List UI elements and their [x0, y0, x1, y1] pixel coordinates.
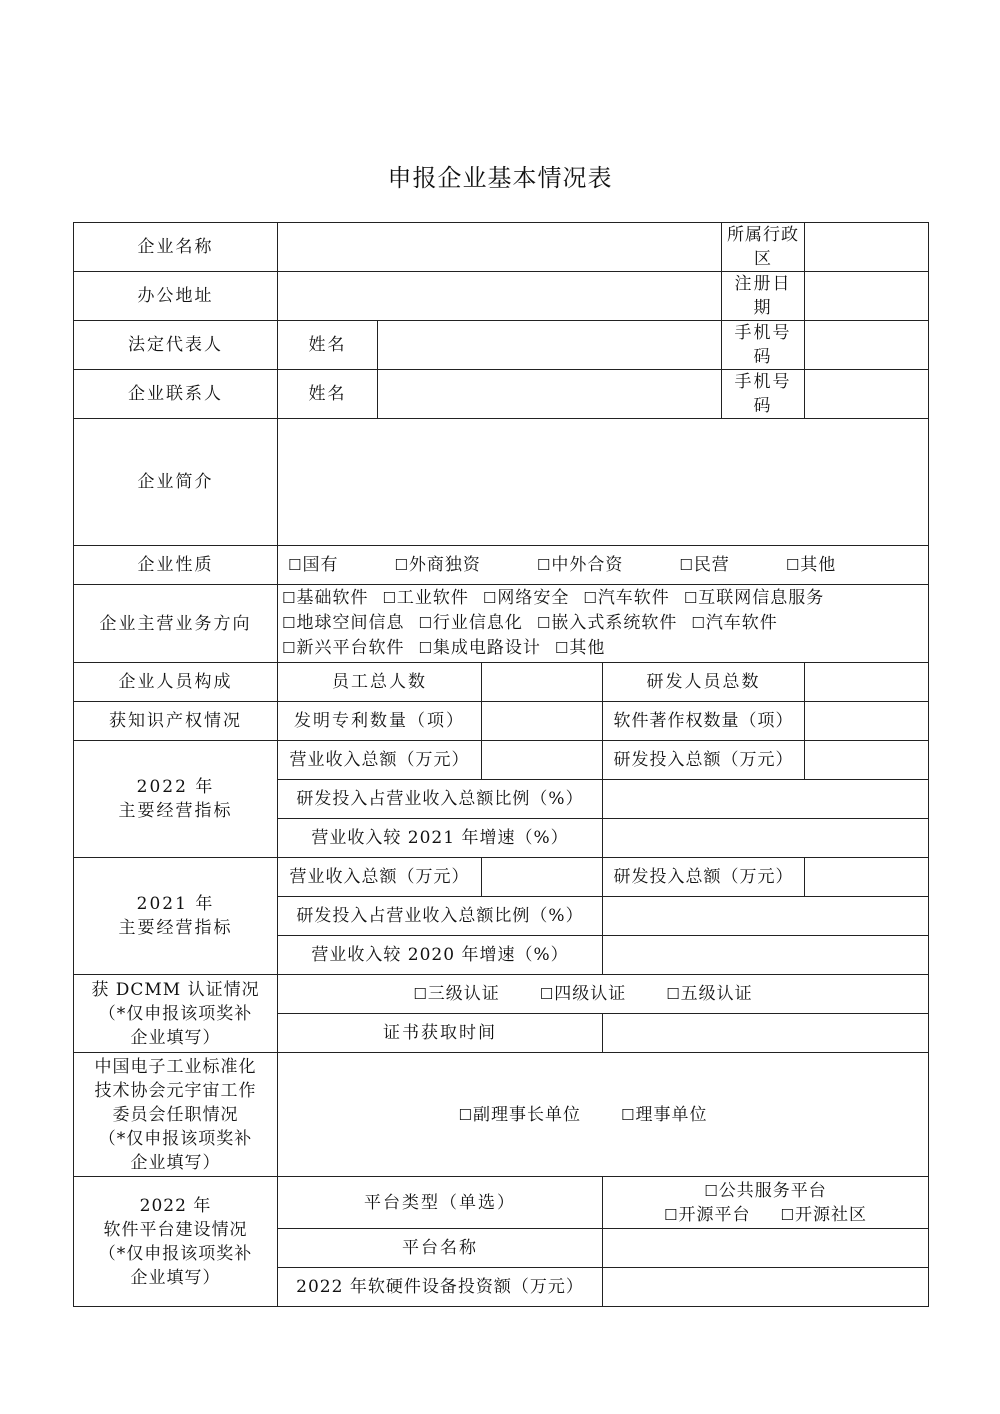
ops2021-rd-label: 研发投入总额（万元）	[603, 858, 805, 897]
ops2022-ratio-label: 研发投入占营业收入总额比例（%）	[278, 780, 603, 819]
register-date-label: 注册日期	[722, 272, 805, 321]
checkbox-icon: ☐	[382, 589, 397, 607]
ops2022-rd-field[interactable]	[805, 741, 929, 780]
row-staff	[74, 663, 929, 702]
patent-field[interactable]	[482, 702, 603, 741]
copyright-field[interactable]	[805, 702, 929, 741]
platform-invest-label: 2022 年软硬件设备投资额（万元）	[278, 1268, 603, 1307]
business-option[interactable]: ☐集成电路设计	[418, 638, 541, 658]
checkbox-icon: ☐	[539, 985, 555, 1003]
ops2022-title: 主要经营指标	[118, 801, 233, 821]
checkbox-icon: ☐	[704, 1181, 719, 1200]
ops2021-label	[74, 858, 278, 975]
metaverse-option-council[interactable]: ☐理事单位	[621, 1104, 708, 1125]
ops2022-rd-label: 研发投入总额（万元）	[603, 741, 805, 780]
row-intro	[74, 419, 929, 546]
patent-label: 发明专利数量（项）	[278, 702, 482, 741]
ops2022-growth-label: 营业收入较 2021 年增速（%）	[278, 819, 603, 858]
checkbox-icon: ☐	[554, 639, 570, 657]
checkbox-icon: ☐	[785, 555, 801, 574]
company-name-label: 企业名称	[74, 223, 278, 272]
checkbox-icon: ☐	[664, 1205, 679, 1224]
dcmm-options	[278, 975, 929, 1014]
staff-label: 企业人员构成	[74, 663, 278, 702]
row-dcmm-level	[74, 975, 929, 1014]
row-legal-rep	[74, 321, 929, 370]
staff-total-label: 员工总人数	[278, 663, 482, 702]
ops2022-growth-field[interactable]	[603, 819, 929, 858]
business-option[interactable]: ☐基础软件	[282, 588, 369, 608]
checkbox-icon: ☐	[536, 614, 552, 632]
platform-label: 2022 年 软件平台建设情况 （*仅申报该项奖补 企业填写）	[74, 1177, 278, 1307]
business-label: 企业主营业务方向	[74, 585, 278, 663]
cert-time-field[interactable]	[603, 1014, 929, 1053]
cert-time-label: 证书获取时间	[278, 1014, 603, 1053]
nature-option-other[interactable]: ☐其他	[785, 554, 837, 575]
nature-option-foreign[interactable]: ☐外商独资	[394, 554, 481, 575]
business-option[interactable]: ☐汽车软件	[583, 588, 670, 608]
business-option[interactable]: ☐嵌入式系统软件	[536, 613, 678, 633]
district-label: 所属行政区	[722, 223, 805, 272]
checkbox-icon: ☐	[536, 555, 552, 574]
ops2022-label	[74, 741, 278, 858]
ops2021-growth-field[interactable]	[603, 936, 929, 975]
row-platform-type	[74, 1177, 929, 1229]
ops2021-revenue-field[interactable]	[482, 858, 603, 897]
checkbox-icon: ☐	[621, 1105, 636, 1124]
legal-rep-name-label: 姓名	[278, 321, 378, 370]
metaverse-option-vice-chair[interactable]: ☐副理事长单位	[458, 1104, 581, 1125]
metaverse-label: 中国电子工业标准化 技术协会元宇宙工作 委员会任职情况 （*仅申报该项奖补 企业填写）	[74, 1053, 278, 1177]
company-name-field[interactable]	[278, 223, 722, 272]
row-contact	[74, 370, 929, 419]
ops2021-year: 2021 年	[136, 894, 215, 914]
dcmm-option-level4[interactable]: ☐四级认证	[539, 984, 627, 1004]
business-option[interactable]: ☐汽车软件	[691, 613, 778, 633]
checkbox-icon: ☐	[394, 555, 409, 574]
business-option[interactable]: ☐网络安全	[482, 588, 570, 608]
checkbox-icon: ☐	[458, 1105, 473, 1124]
application-form-table	[73, 222, 929, 1307]
platform-invest-field[interactable]	[603, 1268, 929, 1307]
platform-type-label: 平台类型（单选）	[278, 1177, 603, 1229]
ops2022-revenue-label: 营业收入总额（万元）	[278, 741, 482, 780]
staff-rd-field[interactable]	[805, 663, 929, 702]
business-option[interactable]: ☐其他	[554, 638, 606, 658]
nature-option-private[interactable]: ☐民营	[679, 554, 730, 575]
staff-rd-label: 研发人员总数	[603, 663, 805, 702]
business-option[interactable]: ☐新兴平台软件	[282, 638, 405, 658]
nature-options	[278, 546, 929, 585]
intro-label: 企业简介	[74, 419, 278, 546]
row-company-name	[74, 223, 929, 272]
nature-option-joint[interactable]: ☐中外合资	[536, 554, 624, 575]
checkbox-icon: ☐	[482, 589, 498, 607]
ip-label: 获知识产权情况	[74, 702, 278, 741]
dcmm-label: 获 DCMM 认证情况 （*仅申报该项奖补 企业填写）	[74, 975, 278, 1053]
legal-rep-phone-label: 手机号码	[722, 321, 805, 370]
checkbox-icon: ☐	[282, 614, 297, 632]
ops2021-growth-label: 营业收入较 2020 年增速（%）	[278, 936, 603, 975]
business-option[interactable]: ☐工业软件	[382, 588, 469, 608]
business-option[interactable]: ☐互联网信息服务	[683, 588, 825, 608]
row-nature	[74, 546, 929, 585]
contact-phone-field[interactable]	[805, 370, 929, 419]
checkbox-icon: ☐	[413, 985, 428, 1003]
checkbox-icon: ☐	[691, 614, 706, 632]
business-option[interactable]: ☐地球空间信息	[282, 613, 405, 633]
row-office-address	[74, 272, 929, 321]
intro-field[interactable]	[278, 419, 929, 546]
checkbox-icon: ☐	[780, 1205, 795, 1224]
page-title: 申报企业基本情况表	[387, 164, 613, 192]
office-address-label: 办公地址	[74, 272, 278, 321]
business-options	[278, 585, 929, 663]
checkbox-icon: ☐	[418, 639, 433, 657]
district-field[interactable]	[805, 223, 929, 272]
row-business	[74, 585, 929, 663]
checkbox-icon: ☐	[679, 555, 694, 574]
platform-type-options	[603, 1177, 929, 1229]
ops2021-revenue-label: 营业收入总额（万元）	[278, 858, 482, 897]
platform-name-field[interactable]	[603, 1229, 929, 1268]
row-ip	[74, 702, 929, 741]
metaverse-options	[278, 1053, 929, 1177]
ops2021-ratio-label: 研发投入占营业收入总额比例（%）	[278, 897, 603, 936]
platform-option-public[interactable]: ☐公共服务平台	[704, 1180, 827, 1201]
contact-phone-label: 手机号码	[722, 370, 805, 419]
ops2021-ratio-field[interactable]	[603, 897, 929, 936]
ops2022-revenue-field[interactable]	[482, 741, 603, 780]
legal-rep-label: 法定代表人	[74, 321, 278, 370]
checkbox-icon: ☐	[683, 589, 699, 607]
contact-label: 企业联系人	[74, 370, 278, 419]
business-option[interactable]: ☐行业信息化	[418, 613, 523, 633]
ops2022-ratio-field[interactable]	[603, 780, 929, 819]
row-metaverse	[74, 1053, 929, 1177]
checkbox-icon: ☐	[288, 555, 303, 574]
dcmm-option-level5[interactable]: ☐五级认证	[666, 984, 753, 1004]
checkbox-icon: ☐	[282, 639, 297, 657]
register-date-field[interactable]	[805, 272, 929, 321]
nature-option-state[interactable]: ☐国有	[288, 554, 339, 575]
checkbox-icon: ☐	[418, 614, 433, 632]
row-ops2022-revenue	[74, 741, 929, 780]
ops2021-title: 主要经营指标	[118, 918, 233, 938]
contact-name-field[interactable]	[378, 370, 722, 419]
row-ops2021-revenue	[74, 858, 929, 897]
staff-total-field[interactable]	[482, 663, 603, 702]
contact-name-label: 姓名	[278, 370, 378, 419]
ops2022-year: 2022 年	[136, 777, 215, 797]
copyright-label: 软件著作权数量（项）	[603, 702, 805, 741]
checkbox-icon: ☐	[282, 589, 297, 607]
legal-rep-name-field[interactable]	[378, 321, 722, 370]
platform-name-label: 平台名称	[278, 1229, 603, 1268]
legal-rep-phone-field[interactable]	[805, 321, 929, 370]
office-address-field[interactable]	[278, 272, 722, 321]
checkbox-icon: ☐	[666, 985, 681, 1003]
checkbox-icon: ☐	[583, 589, 598, 607]
platform-option-open-community[interactable]: ☐开源社区	[780, 1204, 867, 1225]
ops2021-rd-field[interactable]	[805, 858, 929, 897]
dcmm-option-level3[interactable]: ☐三级认证	[413, 984, 500, 1004]
nature-label: 企业性质	[74, 546, 278, 585]
platform-option-open-platform[interactable]: ☐开源平台	[664, 1204, 751, 1225]
